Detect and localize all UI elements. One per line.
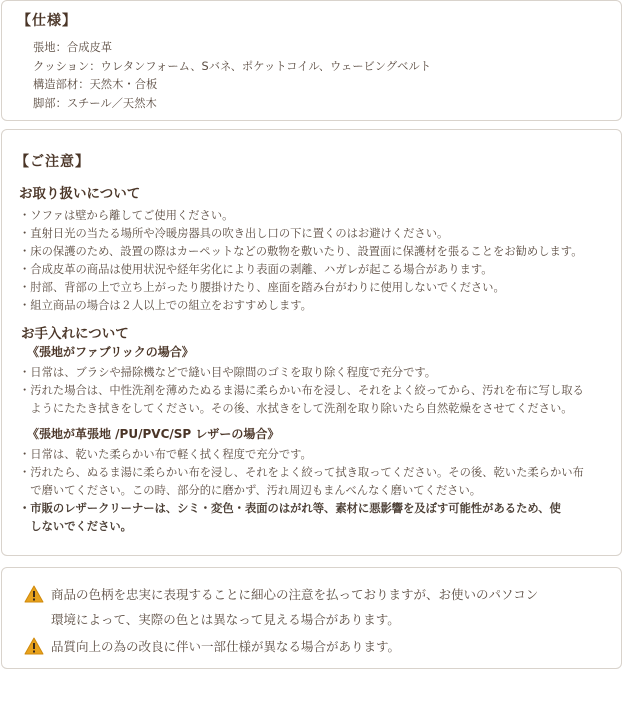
handling-item: ・床の保護のため、設置の際はカーペットなどの敷物を敷いたり、設置面に保護材を張ることをお勧めします。 (19, 245, 583, 258)
handling-item: ・合成皮革の商品は使用状況や経年劣化により表面の剥離、ハガレが起こる場合があります。 (19, 263, 493, 276)
spec-panel (1, 0, 622, 121)
spec-line: 脚部：スチール／天然木 (33, 97, 157, 110)
handling-item: ・直射日光の当たる場所や冷暖房器具の吹き出し口の下に置くのはお避けください。 (19, 227, 449, 240)
spec-line: クッション：ウレタンフォーム、Sバネ、ポケットコイル、ウェービングベルト (33, 60, 432, 73)
leather-item: で磨いてください。この時、部分的に磨かず、汚れ周辺もまんべんなく磨いてください。 (19, 484, 482, 497)
warning-text: 品質向上の為の改良に伴い一部仕様が異なる場合があります。 (51, 639, 401, 654)
handling-item: ・組立商品の場合は２人以上での組立をおすすめします。 (19, 299, 312, 312)
spec-title: 【仕様】 (17, 13, 77, 29)
handling-item: ・ソファは壁から離してご使用ください。 (19, 209, 234, 222)
leather-item: ・汚れたら、ぬるま湯に柔らかい布を浸し、それをよく絞って拭き取ってください。その後、乾いた柔らかい布 (19, 466, 584, 479)
leather-cleaner-warning: しないでください。 (19, 520, 132, 533)
fabric-item: ようにたたき拭きをしてください。その後、水拭きをして洗剤を取り除いたら自然乾燥をさせてください。 (19, 402, 573, 415)
fabric-item: ・汚れた場合は、中性洗剤を薄めたぬるま湯に柔らかい布を浸し、それをよく絞ってから、汚れを布に写し取る (19, 384, 584, 397)
handling-item: ・肘部、背部の上で立ち上がったり腰掛けたり、座面を踏み台がわりに使用しないでください。 (19, 281, 505, 294)
warning-text: 商品の色柄を忠実に表現することに細心の注意を払っておりますが、お使いのパソコン (51, 587, 539, 602)
warning-text: 環境によって、実際の色とは異なって見える場合があります。 (51, 612, 400, 627)
notes-title: 【ご注意】 (15, 154, 90, 170)
leather-heading: 《張地が革張地 /PU/PVC/SP レザーの場合》 (27, 427, 280, 441)
warning-panel (1, 567, 622, 669)
handling-heading: お取り扱いについて (19, 186, 141, 202)
spec-line: 構造部材：天然木・合板 (33, 78, 158, 91)
leather-item: ・日常は、乾いた柔らかい布で軽く拭く程度で充分です。 (19, 448, 312, 461)
care-heading: お手入れについて (21, 326, 129, 342)
fabric-item: ・日常は、ブラシや掃除機などで縫い目や隙間のゴミを取り除く程度で充分です。 (19, 366, 437, 379)
fabric-heading: 《張地がファブリックの場合》 (27, 345, 194, 359)
spec-line: 張地：合成皮革 (33, 41, 113, 54)
leather-cleaner-warning: ・市販のレザークリーナーは、シミ・変色・表面のはがれ等、素材に悪影響を及ぼす可能性があるため、使 (19, 502, 561, 515)
notes-panel (1, 129, 622, 556)
warning-triangle-icon (24, 585, 44, 603)
warning-triangle-icon (24, 637, 44, 655)
